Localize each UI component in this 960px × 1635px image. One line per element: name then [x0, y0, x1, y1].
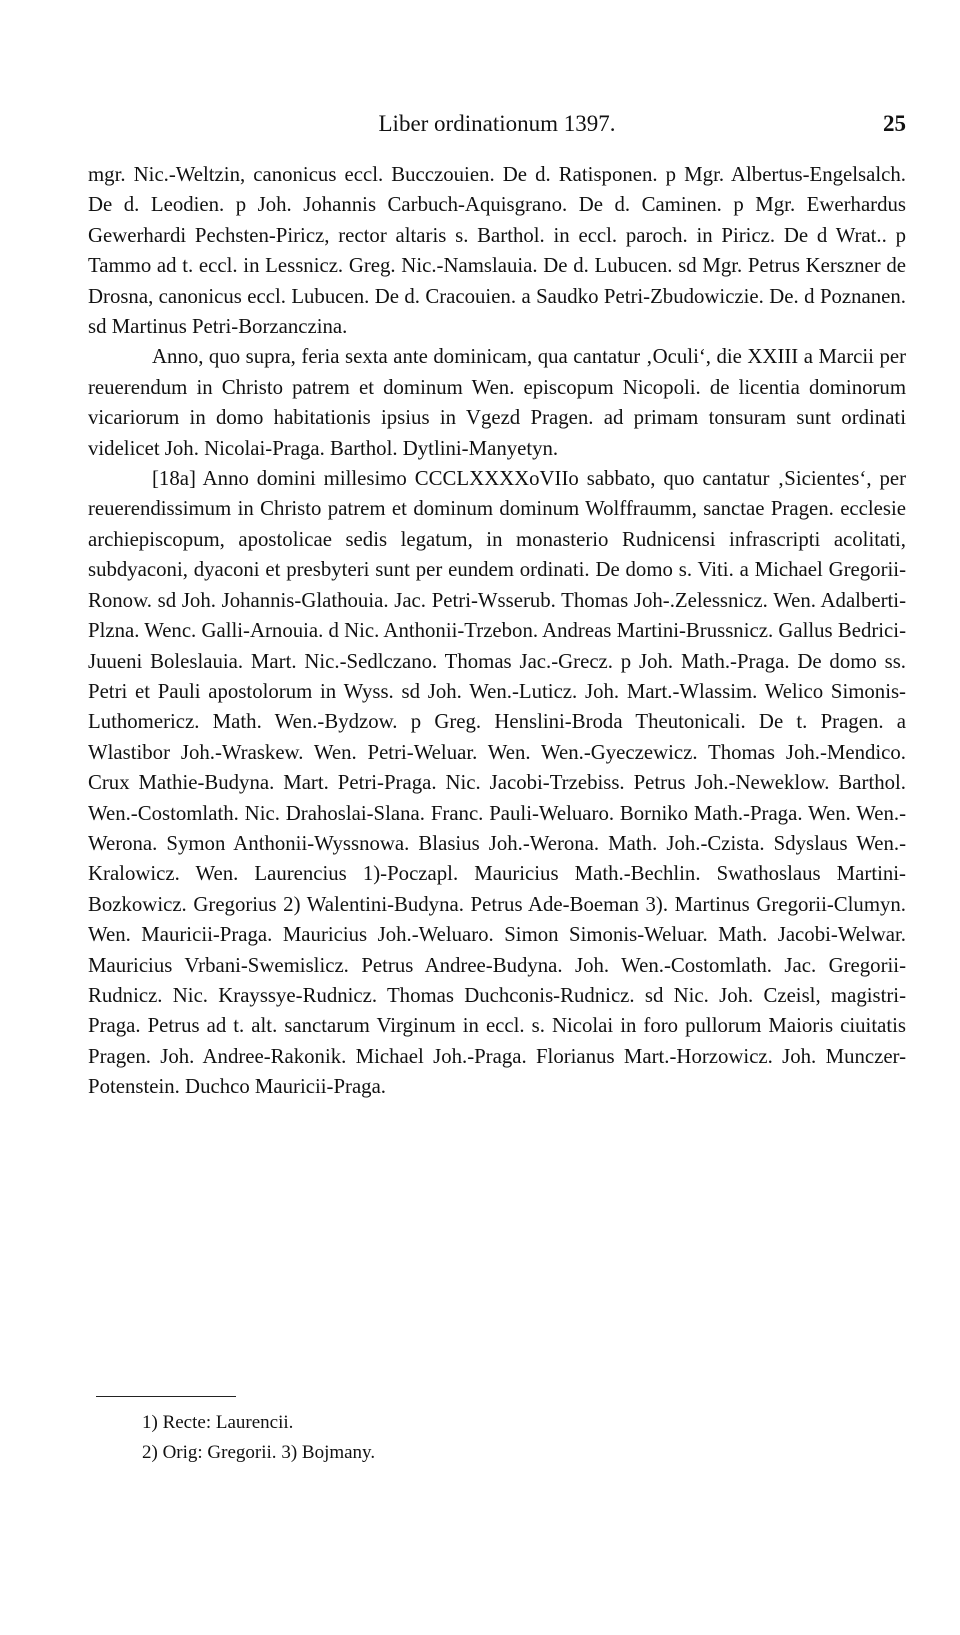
page-number: 25 [883, 111, 906, 136]
running-title: Liber ordinationum 1397. [378, 111, 616, 136]
main-text [88, 160, 906, 1103]
paragraph-continuation: mgr. Nic.-Weltzin, canonicus eccl. Bucczouien. De d. Ratisponen. p Mgr. Albertus-Engelsalch. De d. Leodien. p Joh. Johannis Carbuch-Aquisgrano. De d. Caminen. p Mgr. Ewerhardus Gewerhardi Pechsten-Piricz, rector altaris s. Barthol. in eccl. paroch. in Piricz. De d Wrat.. p Tammo ad t. eccl. in Lessnicz. Greg. Nic.-Namslauia. De d. Lubucen. sd Mgr. Petrus Kerszner de Drosna, canonicus eccl. Lubucen. De d. Cracouien. a Saudko Petri-Zbudowiczie. De. d Poznanen. sd Martinus Petri-Borzanczina. [88, 163, 906, 339]
paragraph-sicientes: [18a] Anno domini millesimo CCCLXXXXoVIIo sabbato, quo cantatur ‚Sicientes‘, per reuerendissimum in Christo patrem et dominum dominum Wolffraumm, sanctae Pragen. ecclesie archiepiscopum, apostolicae sedis legatum, in monasterio Rudnicensi infrascripti acolitati, subdyaconi, dyaconi et presbyteri sunt per eundem ordinati. De domo s. Viti. a Michael Gregorii-Ronow. sd Joh. Johannis-Glathouia. Jac. Petri-Wsserub. Thomas Joh-.Zelessnicz. Wen. Adalberti-Plzna. Wenc. Galli-Arnouia. d Nic. Anthonii-Trzebon. Andreas Martini-Brussnicz. Gallus Bedrici-Juueni Boleslauia. Mart. Nic.-Sedlczano. Thomas Jac.-Grecz. p Joh. Math.-Praga. De domo ss. Petri et Pauli apostolorum in Wyss. sd Joh. Wen.-Luticz. Joh. Mart.-Wlassim. Welico Simonis-Luthomericz. Math. Wen.-Bydzow. p Greg. Henslini-Broda Theutonicali. De t. Pragen. a Wlastibor Joh.-Wraskew. Wen. Petri-Weluar. Wen. Wen.-Gyeczewicz. Thomas Joh.-Mendico. Crux Mathie-Budyna. Mart. Petri-Praga. Nic. Jacobi-Trzebiss. Petrus Joh.-Neweklow. Barthol. Wen.-Costomlath. Nic. Drahoslai-Slana. Franc. Pauli-Weluaro. Borniko Math.-Praga. Wen. Wen.-Werona. Symon Anthonii-Wyssnowa. Blasius Joh.-Werona. Math. Joh.-Czista. Sdyslaus Wen.-Kralowicz. Wen. Laurencius 1)-Poczapl. Mauricius Math.-Bechlin. Swathoslaus Martini-Bozkowicz. Gregorius 2) Walentini-Budyna. Petrus Ade-Boeman 3). Martinus Gregorii-Clumyn. Wen. Mauricii-Praga. Mauricius Joh.-Weluaro. Simon Simonis-Weluar. Math. Jacobi-Welwar. Mauricius Vrbani-Swemislicz. Petrus Andree-Budyna. Joh. Wen.-Costomlath. Jac. Gregorii-Rudnicz. Nic. Krayssye-Rudnicz. Thomas Duchconis-Rudnicz. sd Nic. Joh. Czeisl, magistri-Praga. Petrus ad t. alt. sanctarum Virginum in eccl. s. Nicolai in foro pullorum Maioris ciuitatis Pragen. Joh. Andree-Rakonik. Michael Joh.-Praga. Florianus Mart.-Horzowicz. Joh. Munczer-Potenstein. Duchco Mauricii-Praga. [88, 467, 906, 1099]
footnote-1: 1) Recte: Laurencii. [142, 1412, 294, 1433]
footnotes [142, 1408, 842, 1468]
running-header [88, 104, 906, 144]
footnote-3: 3) Bojmany. [281, 1442, 376, 1463]
footnote-2-3 [142, 1438, 842, 1468]
paragraph-oculi: Anno, quo supra, feria sexta ante dominicam, qua cantatur ‚Oculi‘, die XXIII a Marcii per reuerendum in Christo patrem et dominum Wen. episcopum Nicopoli. de licentia dominorum vicariorum in domo habitationis ipsius in Vgezd Pragen. ad primam tonsuram sunt ordinati videlicet Joh. Nicolai-Praga. Barthol. Dytlini-Manyetyn. [88, 345, 906, 460]
footnote-2: 2) Orig: Gregorii. [142, 1442, 277, 1463]
footnote-divider [96, 1396, 236, 1397]
